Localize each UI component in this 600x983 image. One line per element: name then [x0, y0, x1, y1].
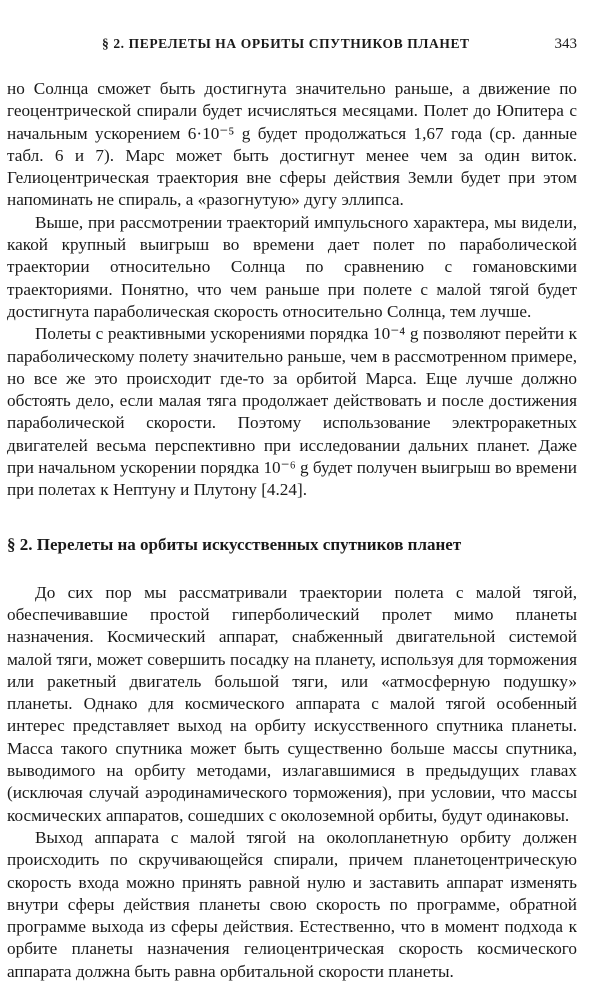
- body-text: [7, 78, 577, 983]
- paragraph: Выход аппарата с малой тягой на околопланетную орбиту должен происходить по скручивающейся спирали, причем планетоцентрическую скорость входа можно принять равной нулю и заставить аппарат изменять внутри сферы действия планеты свою скорость по программе, обратной программе выхода из сферы действия. Естественно, что в момент подхода к орбите планеты назначения гелиоцентрическая скорость космического аппарата должна быть равна орбитальной скорости планеты.: [7, 827, 577, 981]
- paragraph-continued: но Солнца сможет быть достигнута значительно раньше, а движение по геоцентрической спирали будет исчисляться месяцами. Полет до Юпитера с начальным ускорением 6·10⁻⁵ g будет продолжаться 1,67 года (ср. данные табл. 6 и 7). Марс может быть достигнут менее чем за один виток. Гелиоцентрическая траектория вне сферы действия Земли будет при этом напоминать не спираль, а «разогнутую» дугу эллипса.: [7, 79, 577, 210]
- book-page: [7, 0, 585, 981]
- page-number: 343: [554, 36, 577, 52]
- running-head: [7, 36, 585, 56]
- running-title: § 2. ПЕРЕЛЕТЫ НА ОРБИТЫ СПУТНИКОВ ПЛАНЕТ: [102, 36, 470, 51]
- paragraph: Полеты с реактивными ускорениями порядка 10⁻⁴ g позволяют перейти к параболическому полету значительно раньше, чем в рассмотренном примере, но все же это происходит где-то за орбитой Марса. Еще лучше должно обстоять дело, если малая тяга продолжает действовать и после достижения параболической скорости. Поэтому использование электроракетных двигателей весьма перспективно при исследовании дальних планет. Даже при начальном ускорении порядка 10⁻⁶ g будет получен выигрыш во времени при полетах к Нептуну и Плутону [4.24].: [7, 324, 577, 500]
- section-gap: [7, 556, 577, 582]
- paragraph: До сих пор мы рассматривали траектории полета с малой тягой, обеспечивавшие простой гиперболический пролет мимо планеты назначения. Космический аппарат, снабженный двигательной системой малой тяги, может совершить посадку на планету, используя для торможения или ракетный двигатель большой тяги, или «атмосферную подушку» планеты. Однако для космического аппарата с малой тягой особенный интерес представляет выход на орбиту искусственного спутника планеты. Масса такого спутника может быть существенно больше массы спутника, выводимого на орбиту методами, излагавшимися в предыдущих главах (исключая случай аэродинамического торможения), при условии, что массы космических аппаратов, сошедших с околоземной орбиты, будут одинаковы.: [7, 582, 577, 825]
- paragraph: Выше, при рассмотрении траекторий импульсного характера, мы видели, какой крупный выигрыш во времени дает полет по параболической траектории относительно Солнца по сравнению с гомановскими траекториями. Понятно, что чем раньше при полете с малой тягой будет достигнута параболическая скорость относительно Солнца, тем лучше.: [7, 212, 577, 321]
- section-heading: § 2. Перелеты на орбиты искусственных спутников планет: [7, 534, 462, 554]
